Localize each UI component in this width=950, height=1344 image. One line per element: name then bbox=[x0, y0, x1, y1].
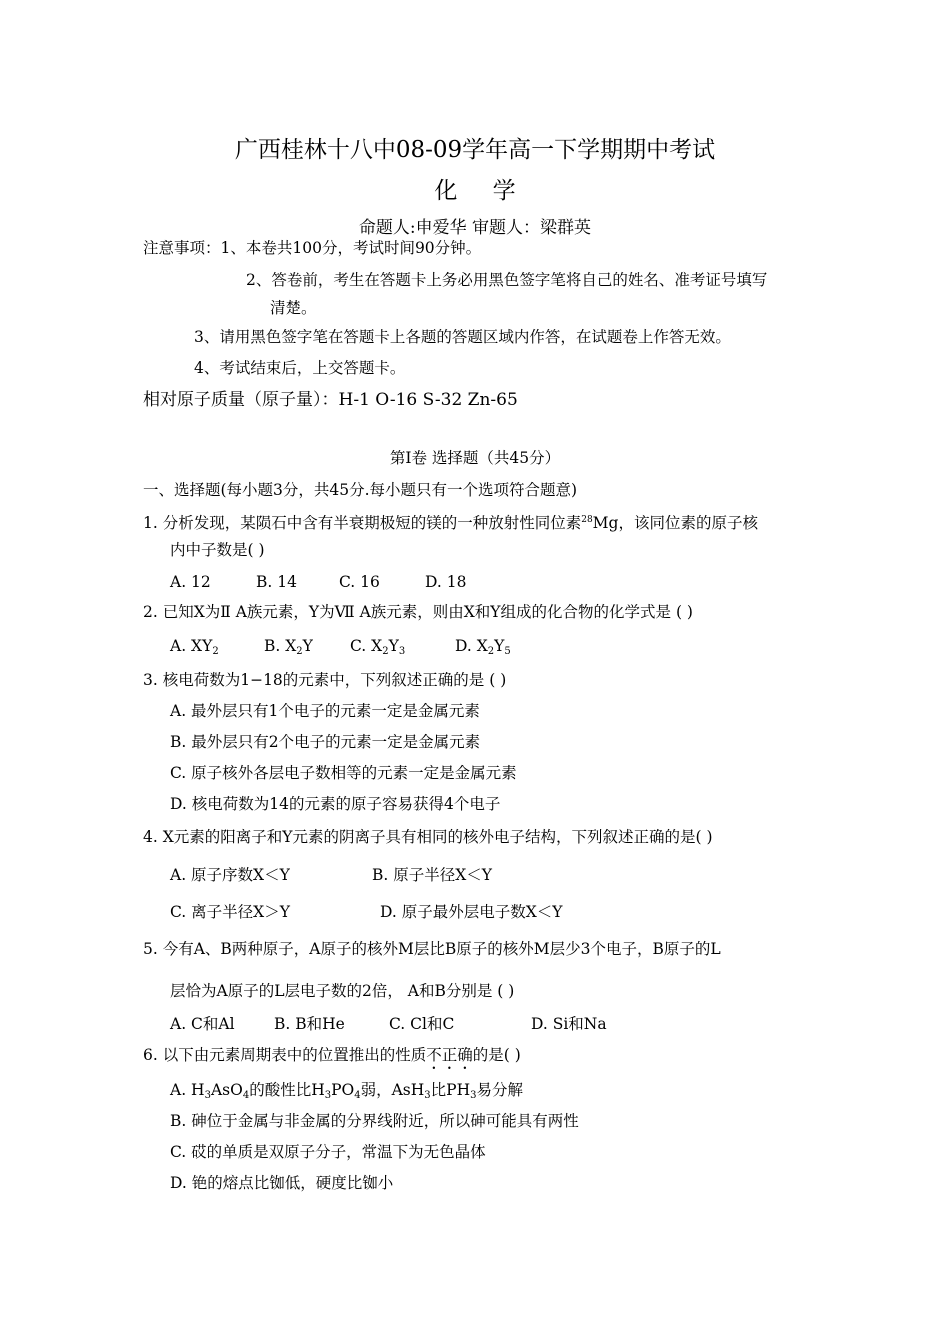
atomic-masses: 相对原子质量（原子量）：H-1 O-16 S-32 Zn-65 bbox=[143, 390, 518, 410]
emphasis-not-correct: 不正确 bbox=[426, 1046, 473, 1064]
mass-number: 28 bbox=[581, 515, 593, 525]
note-1: 注意事项：1、本卷共100分，考试时间90分钟。 bbox=[143, 239, 482, 257]
q3-option-b: B. 最外层只有2个电子的元素一定是金属元素 bbox=[170, 733, 481, 751]
question-5-stem: 5. 今有A、B两种原子，A原子的核外M层比B原子的核外M层少3个电子，B原子的L bbox=[143, 940, 721, 958]
q6-option-b: B. 砷位于金属与非金属的分界线附近，所以砷可能具有两性 bbox=[170, 1112, 579, 1130]
q1-option-a: A. 12 bbox=[170, 573, 211, 591]
q6-option-d: D. 铯的熔点比铷低，硬度比铷小 bbox=[170, 1174, 394, 1192]
q5-option-d: D. Si和Na bbox=[531, 1015, 607, 1033]
q4-option-c: C. 离子半径X＞Y bbox=[170, 903, 290, 921]
q3-option-a: A. 最外层只有1个电子的元素一定是金属元素 bbox=[170, 702, 480, 720]
question-5-stem-cont: 层恰为A原子的L层电子数的2倍， A和B分别是 ( ) bbox=[170, 982, 515, 1000]
q5-option-b: B. B和He bbox=[274, 1015, 345, 1033]
exam-title: 广西桂林十八中08-09学年高一下学期期中考试 bbox=[234, 137, 716, 163]
q4-option-a: A. 原子序数X＜Y bbox=[170, 866, 290, 884]
q3-option-c: C. 原子核外各层电子数相等的元素一定是金属元素 bbox=[170, 764, 517, 782]
question-4-stem: 4. X元素的阳离子和Y元素的阴离子具有相同的核外电子结构，下列叙述正确的是( ) bbox=[143, 828, 713, 846]
note-3: 3、请用黑色签字笔在答题卡上各题的答题区域内作答，在试题卷上作答无效。 bbox=[194, 328, 731, 346]
q4-option-b: B. 原子半径X＜Y bbox=[372, 866, 493, 884]
note-4: 4、考试结束后，上交答题卡。 bbox=[194, 359, 406, 377]
exam-subject: 化 学 bbox=[434, 178, 530, 204]
q2-option-d: D. $X_2Y_5$ bbox=[455, 637, 511, 657]
q2-option-b: B. $X_2Y$ bbox=[264, 637, 313, 657]
q2-option-a: A. $XY_2$ bbox=[170, 637, 219, 657]
q3-option-d: D. 核电荷数为14的元素的原子容易获得4个电子 bbox=[170, 795, 501, 813]
question-1-stem: 1. 分析发现，某陨石中含有半衰期极短的镁的一种放射性同位素$^{28}$Mg，该同位素的原子核 bbox=[143, 514, 758, 532]
part-1-heading: 一、选择题(每小题3分，共45分.每小题只有一个选项符合题意) bbox=[143, 481, 578, 499]
q6-option-c: C. 砹的单质是双原子分子，常温下为无色晶体 bbox=[170, 1143, 486, 1161]
question-6-stem: 6. 以下由元素周期表中的位置推出的性质不正确的是( ) bbox=[143, 1046, 521, 1064]
note-2-line-1: 2、答卷前，考生在答题卡上务必用黑色签字笔将自己的姓名、准考证号填写 bbox=[246, 271, 768, 289]
q1-option-c: C. 16 bbox=[339, 573, 380, 591]
q1-option-b: B. 14 bbox=[256, 573, 297, 591]
q1-option-d: D. 18 bbox=[425, 573, 467, 591]
question-2-stem: 2. 已知X为Ⅱ A族元素，Y为Ⅶ A族元素，则由X和Y组成的化合物的化学式是 ( ) bbox=[143, 603, 693, 621]
question-3-stem: 3. 核电荷数为1−18的元素中，下列叙述正确的是 ( ) bbox=[143, 671, 507, 689]
q2-option-c: C. $X_2Y_3$ bbox=[350, 637, 406, 657]
q5-option-c: C. Cl和C bbox=[389, 1015, 455, 1033]
q4-option-d: D. 原子最外层电子数X＜Y bbox=[380, 903, 563, 921]
question-1-stem-cont: 内中子数是( ) bbox=[170, 541, 265, 559]
q6-option-a: A. $H_3AsO_4$的酸性比$H_3PO_4$弱，AsH$_3$比$PH_3$易分解 bbox=[170, 1081, 523, 1101]
q5-option-a: A. C和Al bbox=[170, 1015, 235, 1033]
note-2-line-2: 清楚。 bbox=[270, 299, 317, 317]
section-title: 第Ⅰ卷 选择题（共45分） bbox=[389, 449, 561, 467]
exam-authors: 命题人:申爱华 审题人：梁群英 bbox=[358, 218, 592, 238]
